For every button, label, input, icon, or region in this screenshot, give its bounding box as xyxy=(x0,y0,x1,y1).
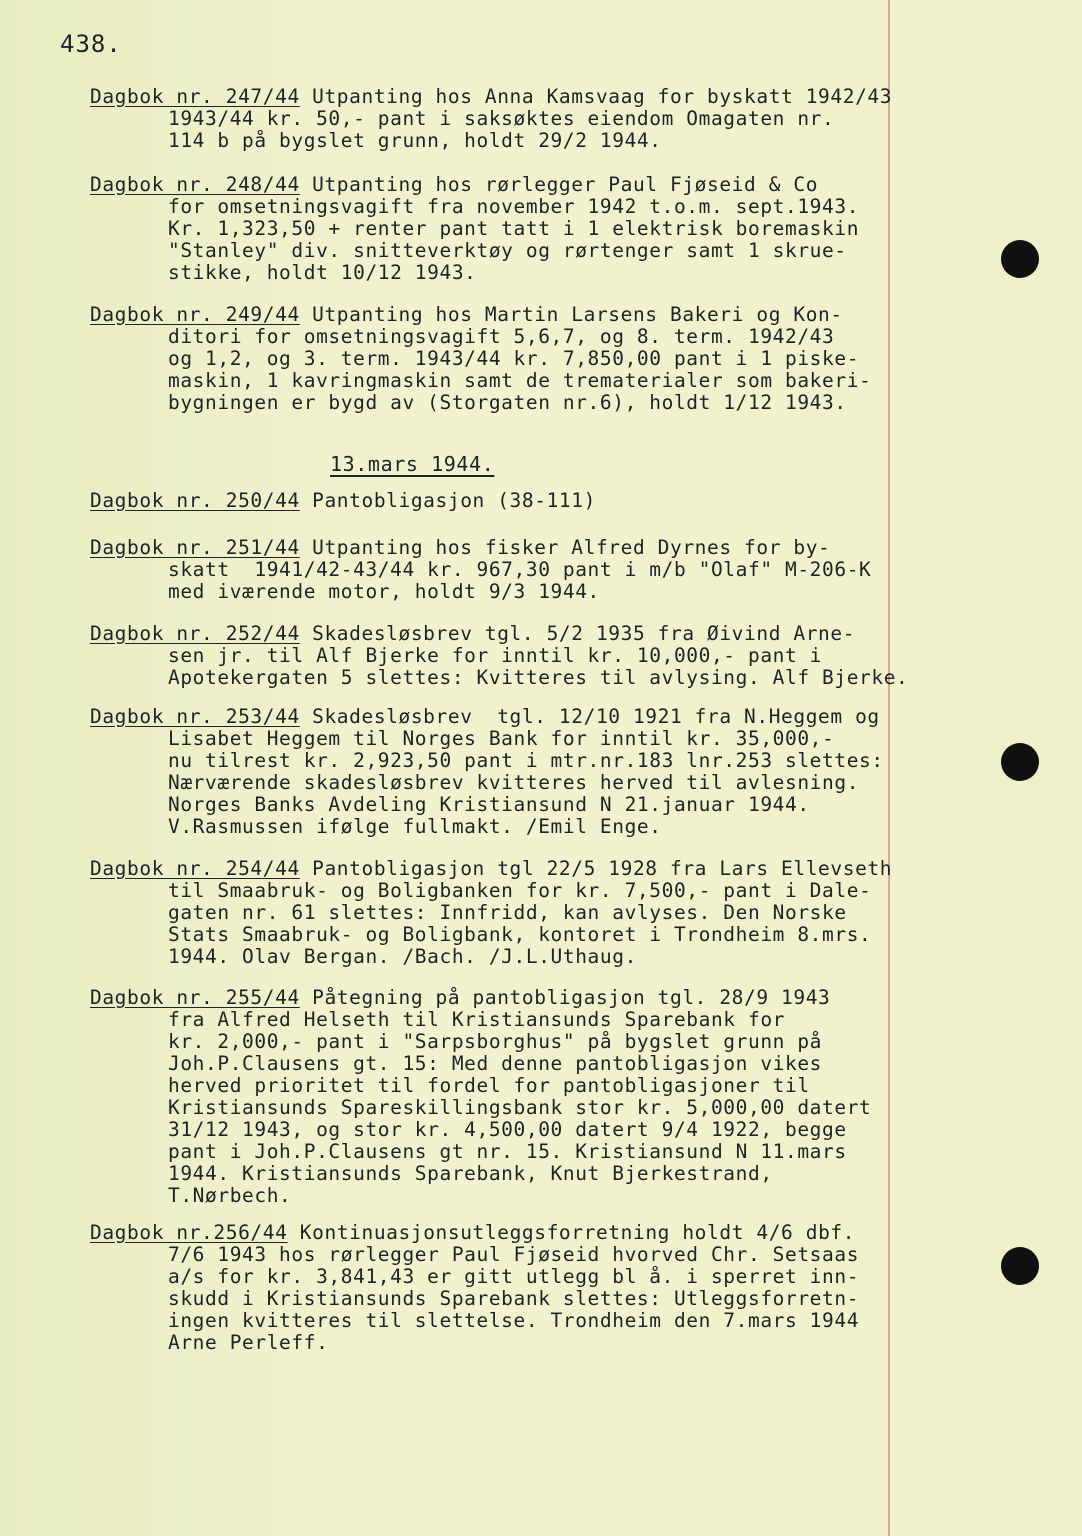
entry-text: sen jr. til Alf Bjerke for inntil kr. 10,000,- pant i xyxy=(168,644,823,667)
ledger-entry xyxy=(90,490,920,512)
entry-text: 1943/44 kr. 50,- pant i saksøktes eiendom Omagaten nr. xyxy=(168,107,835,130)
entry-line xyxy=(90,987,920,1009)
entry-text: for omsetningsvagift fra november 1942 t.o.m. sept.1943. xyxy=(168,195,860,218)
entry-text: nu tilrest kr. 2,923,50 pant i mtr.nr.183 lnr.253 slettes: xyxy=(168,749,884,772)
entry-text: Stats Smaabruk- og Boligbank, kontoret i Trondheim 8.mrs. xyxy=(168,923,872,946)
entry-line xyxy=(90,559,920,581)
entry-line xyxy=(90,623,920,645)
page-number: 438. xyxy=(60,30,122,58)
entry-text: skudd i Kristiansunds Sparebank slettes: Utleggsforretn- xyxy=(168,1287,860,1310)
entry-line xyxy=(90,490,920,512)
entry-line xyxy=(90,326,920,348)
entry-line xyxy=(90,196,920,218)
entry-text: Påtegning på pantobligasjon tgl. 28/9 1943 xyxy=(299,986,831,1009)
entry-text: a/s for kr. 3,841,43 er gitt utlegg bl å. i sperret inn- xyxy=(168,1265,860,1288)
entry-line xyxy=(90,1141,920,1163)
entry-line xyxy=(90,924,920,946)
entry-line xyxy=(90,1097,920,1119)
entry-line xyxy=(90,858,920,880)
entry-line xyxy=(90,1075,920,1097)
entry-text: Utpanting hos Anna Kamsvaag for byskatt 1942/43 xyxy=(299,85,893,108)
entry-line xyxy=(90,1031,920,1053)
entry-line xyxy=(90,108,920,130)
entry-line xyxy=(90,1332,920,1354)
entry-text: Pantobligasjon tgl 22/5 1928 fra Lars Ellevseth xyxy=(299,857,893,880)
entry-text: stikke, holdt 10/12 1943. xyxy=(168,261,477,284)
entry-text: fra Alfred Helseth til Kristiansunds Sparebank for xyxy=(168,1008,785,1031)
entry-text: Kontinuasjonsutleggsforretning holdt 4/6 dbf. xyxy=(287,1221,856,1244)
entry-line xyxy=(90,1288,920,1310)
entry-text: bygningen er bygd av (Storgaten nr.6), holdt 1/12 1943. xyxy=(168,391,847,414)
entry-line xyxy=(90,880,920,902)
entry-text: Nærværende skadesløsbrev kvitteres herved til avlesning. xyxy=(168,771,860,794)
entry-reference: Dagbok nr. 253/44 xyxy=(90,705,300,728)
entry-text: Skadesløsbrev tgl. 12/10 1921 fra N.Heggem og xyxy=(299,705,880,728)
entry-text: Kr. 1,323,50 + renter pant tatt i 1 elektrisk boremaskin xyxy=(168,217,860,240)
entry-text: 1944. Olav Bergan. /Bach. /J.L.Uthaug. xyxy=(168,945,637,968)
entry-text: ingen kvitteres til slettelse. Trondheim den 7.mars 1944 xyxy=(168,1309,860,1332)
entry-text: Lisabet Heggem til Norges Bank for inntil kr. 35,000,- xyxy=(168,727,835,750)
entry-text: T.Nørbech. xyxy=(168,1184,292,1207)
entry-reference: Dagbok nr. 252/44 xyxy=(90,622,300,645)
punch-hole-icon xyxy=(1001,743,1039,781)
entry-text: og 1,2, og 3. term. 1943/44 kr. 7,850,00 pant i 1 piske- xyxy=(168,347,860,370)
entry-text: med iværende motor, holdt 9/3 1944. xyxy=(168,580,600,603)
entry-line xyxy=(90,1244,920,1266)
ledger-entry xyxy=(90,858,920,968)
entry-line xyxy=(90,772,920,794)
entry-line xyxy=(90,816,920,838)
entry-line xyxy=(90,262,920,284)
entry-line xyxy=(90,581,920,603)
entry-text: ditori for omsetningsvagift 5,6,7, og 8. term. 1942/43 xyxy=(168,325,835,348)
entry-text: Skadesløsbrev tgl. 5/2 1935 fra Øivind Arne- xyxy=(299,622,856,645)
entry-text: Apotekergaten 5 slettes: Kvitteres til avlysing. Alf Bjerke. xyxy=(168,666,909,689)
entry-line xyxy=(90,1163,920,1185)
entry-text: Arne Perleff. xyxy=(168,1331,329,1354)
date-heading: 13.mars 1944. xyxy=(330,452,495,476)
ledger-entry xyxy=(90,706,920,838)
ledger-entry xyxy=(90,537,920,603)
entry-line xyxy=(90,667,920,689)
entry-line xyxy=(90,794,920,816)
ledger-entry xyxy=(90,1222,920,1354)
entry-line xyxy=(90,304,920,326)
entry-reference: Dagbok nr. 255/44 xyxy=(90,986,300,1009)
entry-line xyxy=(90,348,920,370)
entry-line xyxy=(90,86,920,108)
entry-text: Pantobligasjon (38-111) xyxy=(299,489,596,512)
ledger-entry xyxy=(90,174,920,284)
entry-text: Utpanting hos rørlegger Paul Fjøseid & Co xyxy=(299,173,819,196)
entry-text: 7/6 1943 hos rørlegger Paul Fjøseid hvorved Chr. Setsaas xyxy=(168,1243,860,1266)
punch-hole-icon xyxy=(1001,240,1039,278)
entry-text: Kristiansunds Spareskillingsbank stor kr. 5,000,00 datert xyxy=(168,1096,872,1119)
entry-text: gaten nr. 61 slettes: Innfridd, kan avlyses. Den Norske xyxy=(168,901,847,924)
entry-text: til Smaabruk- og Boligbanken for kr. 7,500,- pant i Dale- xyxy=(168,879,872,902)
entry-line xyxy=(90,537,920,559)
entry-text: Norges Banks Avdeling Kristiansund N 21.januar 1944. xyxy=(168,793,810,816)
ledger-entry xyxy=(90,623,920,689)
entry-reference: Dagbok nr. 247/44 xyxy=(90,85,300,108)
entry-line xyxy=(90,240,920,262)
entry-text: 31/12 1943, og stor kr. 4,500,00 datert 9/4 1922, begge xyxy=(168,1118,847,1141)
entry-text: skatt 1941/42-43/44 kr. 967,30 pant i m/b "Olaf" M-206-K xyxy=(168,558,872,581)
ledger-entry xyxy=(90,987,920,1207)
entry-line xyxy=(90,706,920,728)
entry-line xyxy=(90,728,920,750)
entry-text: herved prioritet til fordel for pantobligasjoner til xyxy=(168,1074,810,1097)
entry-line xyxy=(90,1053,920,1075)
entry-reference: Dagbok nr. 251/44 xyxy=(90,536,300,559)
entry-reference: Dagbok nr. 249/44 xyxy=(90,303,300,326)
entry-text: Utpanting hos Martin Larsens Bakeri og Kon- xyxy=(299,303,843,326)
entry-text: maskin, 1 kavringmaskin samt de trematerialer som bakeri- xyxy=(168,369,872,392)
entry-line xyxy=(90,1185,920,1207)
entry-line xyxy=(90,1119,920,1141)
entry-reference: Dagbok nr. 254/44 xyxy=(90,857,300,880)
entry-line xyxy=(90,645,920,667)
entry-text: Utpanting hos fisker Alfred Dyrnes for by- xyxy=(299,536,831,559)
entry-reference: Dagbok nr. 250/44 xyxy=(90,489,300,512)
entry-line xyxy=(90,1310,920,1332)
entry-line xyxy=(90,130,920,152)
entry-line xyxy=(90,218,920,240)
entry-text: "Stanley" div. snitteverktøy og rørtenger samt 1 skrue- xyxy=(168,239,847,262)
entry-text: Joh.P.Clausens gt. 15: Med denne pantobligasjon vikes xyxy=(168,1052,823,1075)
entry-line xyxy=(90,392,920,414)
entry-line xyxy=(90,370,920,392)
entry-text: kr. 2,000,- pant i "Sarpsborghus" på bygslet grunn på xyxy=(168,1030,823,1053)
entry-line xyxy=(90,1009,920,1031)
entry-line xyxy=(90,750,920,772)
entry-line xyxy=(90,174,920,196)
entry-text: 1944. Kristiansunds Sparebank, Knut Bjerkestrand, xyxy=(168,1162,773,1185)
entry-text: pant i Joh.P.Clausens gt nr. 15. Kristiansund N 11.mars xyxy=(168,1140,847,1163)
ledger-entry xyxy=(90,304,920,414)
entry-text: 114 b på bygslet grunn, holdt 29/2 1944. xyxy=(168,129,662,152)
entry-line xyxy=(90,902,920,924)
entry-line xyxy=(90,1222,920,1244)
entry-line xyxy=(90,1266,920,1288)
ledger-entry xyxy=(90,86,920,152)
entry-text: V.Rasmussen ifølge fullmakt. /Emil Enge. xyxy=(168,815,662,838)
entry-reference: Dagbok nr. 248/44 xyxy=(90,173,300,196)
entry-reference: Dagbok nr.256/44 xyxy=(90,1221,288,1244)
punch-hole-icon xyxy=(1001,1247,1039,1285)
entry-line xyxy=(90,946,920,968)
